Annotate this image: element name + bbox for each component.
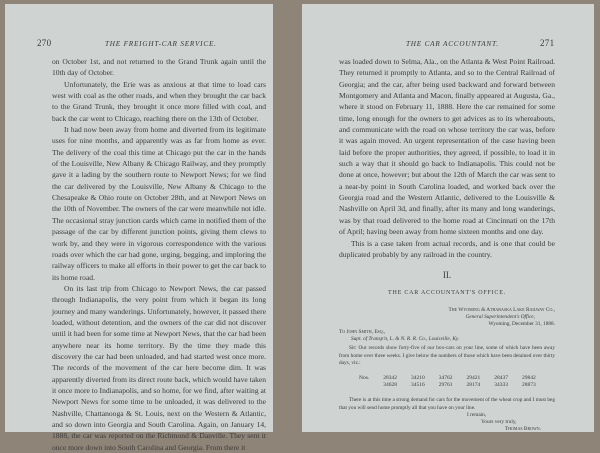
letter-addressee-title: Supt. of Transp'n, L. & N. R. R. Co., Louisville, Ky.	[351, 336, 460, 343]
running-head: THE FREIGHT-CAR SERVICE.	[105, 40, 217, 48]
car-number: 34333	[494, 382, 508, 389]
car-number: 28437	[494, 375, 508, 382]
left-page	[5, 4, 273, 452]
letter-signature: Thomas Brown.	[504, 426, 541, 433]
car-number: 29761	[438, 382, 453, 389]
page-number: 271	[540, 38, 555, 48]
letter-body-2: There is at this time a strong demand for cars for the movement of the wheat crop and I must beg that you will send home promptly all that you have on your line.	[339, 397, 555, 411]
nos-label: Nos.	[359, 375, 370, 382]
paragraph: This is a case taken from actual records, and is one that could be duplicated probably by any railroad in the country.	[339, 238, 555, 259]
car-number: 34516	[411, 382, 425, 389]
letter-addressee: To John Smith, Esq.,	[339, 328, 386, 335]
car-number: 29842	[522, 375, 536, 382]
car-number: 34762	[438, 375, 453, 382]
left-page-body	[52, 56, 266, 453]
paragraph: was loaded down to Selma, Ala., on the Atlanta & West Point Railroad. They returned it promptly to Atlanta, and so to the Central Railroad of Georgia; and the car, after being used backward and forward between Montgomery and Atlanta and Macon, finally appeared at Augusta, Ga., where it stood on February 11, 1888. Here the car remained for some time, long enough for the owners to get advices as to its whereabouts, and communicate with the road on whose territory the car was, before it was again moved. An urgent representation of the case having been laid before the proper authorities, they agreed, if possible, to load it in such a way that it should go back to Indianapolis. This could not be done at once, however; but about the 12th of March the car was sent to a near-by point in South Carolina loaded, and worked back over the Georgia road and the Western Atlantic, delivered to the Louisville & Nashville on April 3d, and finally, after its many and long wanderings, was by that road delivered to the home road at Cincinnati on the 17th of April; having been away from home sixteen months and one day.	[339, 57, 555, 237]
paragraph: Unfortunately, the Erie was as anxious at that time to load cars west with coal as the other roads, and when they brought the car back to the Grand Trunk, they brought it once more filled with coal, and back the car went to Chicago, reaching there on the 13th of October.	[52, 79, 266, 123]
car-number: 28174	[466, 382, 481, 389]
letter-place-date: Wyoming, December 31, 1888.	[488, 321, 555, 328]
car-number: 28342	[383, 375, 397, 382]
letter-body-1: Sir: Our records show forty-five of our box-cars on your line, some of which have been away from home over three weeks. I give below the numbers of those which have been detained over thirty days, viz.:	[339, 345, 555, 366]
car-number: 34628	[383, 382, 397, 389]
page-number: 270	[37, 38, 52, 48]
letter-company: The Wyoming & Athabaska Lake Railway Co.,	[448, 306, 555, 313]
section-number: II.	[442, 270, 452, 281]
letter-closing-2: Yours very truly,	[481, 419, 517, 426]
right-page	[302, 4, 594, 432]
car-number: 34210	[411, 375, 425, 382]
right-page-body	[339, 56, 555, 434]
letter-office: General Superintendent's Office,	[465, 314, 535, 321]
running-head: THE CAR ACCOUNTANT.	[406, 40, 499, 48]
letter	[339, 307, 555, 434]
letter-closing-1: I remain,	[467, 411, 487, 418]
car-numbers-table	[359, 375, 550, 389]
car-number: 29421	[466, 375, 481, 382]
section-title: THE CAR ACCOUNTANT'S OFFICE.	[387, 289, 506, 296]
paragraph: On its last trip from Chicago to Newport News, the car passed through Indianapolis, the very point from which it began its long journey and many wanderings. Unfortunately, however, it passed there loaded, without detention, and the owners of the car did not discover until it had been for some time at Newport News, that the car had been anywhere near its home territory. By the time they made this discovery the car had been unloaded, and had started west once more. The records of the movement of the car here become dim. It was apparently diverted from its direct route back, which would have taken it once more to Indianapolis, and so home, for we find, after waiting at Newport News for some time to be unloaded, it was delivered to the Nashville, Chattanooga & St. Louis, next on the Western & Atlantic, and so down into Georgia and South Carolina. Again, on January 14, 1888, the car was reported on the Richmond & Danville. They sent it once more down into South Carolina and Georgia. From there it	[52, 283, 266, 452]
paragraph: on October 1st, and not returned to the Grand Trunk again until the 10th day of October.	[52, 57, 266, 78]
paragraph: It had now been away from home and diverted from its legitimate uses for nine months, and apparently was as far from home as ever. The delivery of the coal this time at Chicago put the car in the hands of the Louisville, New Albany & Chicago Railway, and they promptly gave it a lading by the southern route to Newport News; for we find the car delivered by the Louisville, New Albany & Chicago to the Chesapeake & Ohio route on October 28th, and at Newport News on the 10th of November. The owners of the car were meanwhile not idle. The occasional stray junction cards which came in notified them of the passage of the car by different junction points, giving them clews to work by, and they were in vigorous correspondence with the various roads over which the car had gone, urging, begging, and imploring the railway officers to make all efforts in their power to get the car back to its home road.	[52, 125, 266, 282]
car-number: 28873	[522, 382, 536, 389]
